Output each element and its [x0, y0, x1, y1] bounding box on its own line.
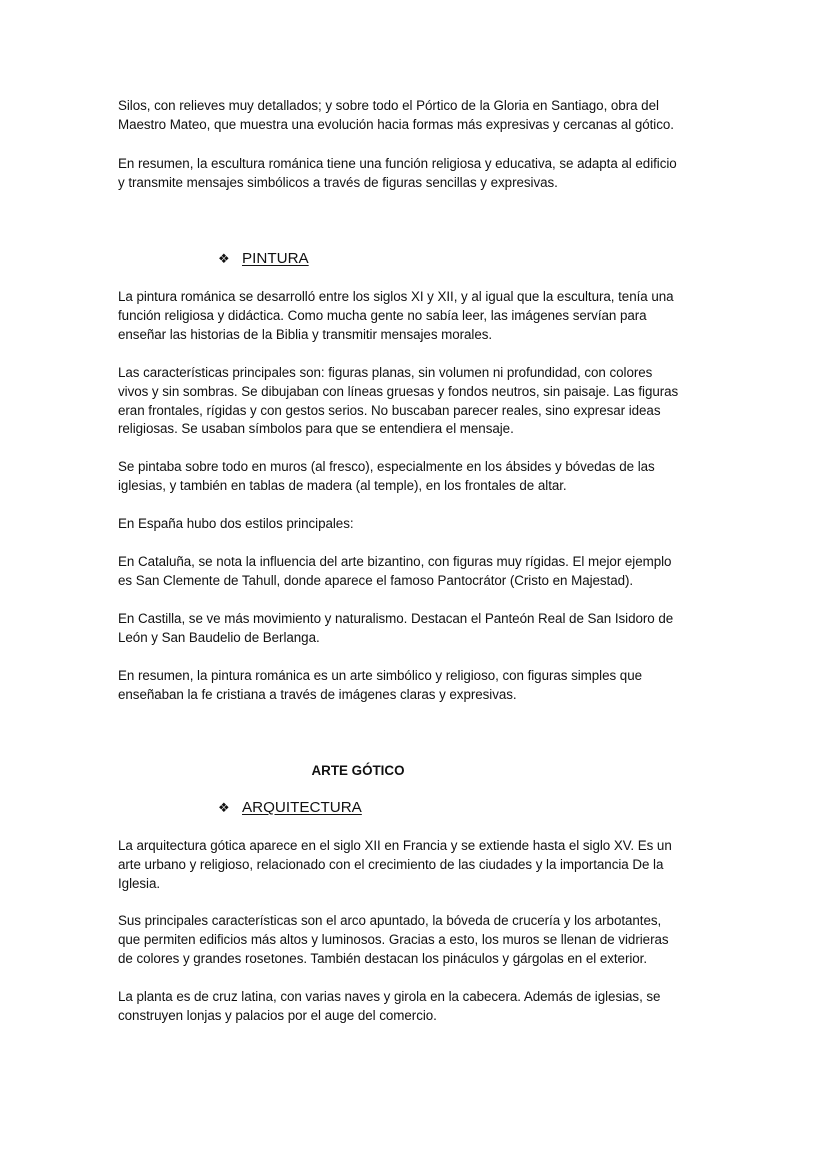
- text-line: En Cataluña, se nota la influencia del arte bizantino, con figuras muy rígidas. El mejor ejemplo: [118, 554, 672, 569]
- text-line: de colores y grandes rosetones. También destacan los pináculos y gárgolas en el exterior.: [118, 950, 648, 966]
- heading-text: ARQUITECTURA: [242, 799, 362, 816]
- heading-text: PINTURA: [242, 250, 309, 267]
- text-line: León y San Baudelio de Berlanga.: [118, 629, 320, 645]
- paragraph-gotico-intro: [118, 837, 708, 893]
- text-line: La pintura románica se desarrolló entre los siglos XI y XII, y al igual que la escultura, tenía una: [118, 289, 674, 304]
- text-line: es San Clemente de Tahull, donde aparece el famoso Pantocrátor (Cristo en Majestad).: [118, 572, 634, 588]
- text-line: y transmite mensajes simbólicos a través de figuras sencillas y expresivas.: [118, 174, 558, 190]
- text-line: Iglesia.: [118, 875, 161, 891]
- text-line: En resumen, la pintura románica es un arte simbólico y religioso, con figuras simples que: [118, 668, 642, 683]
- paragraph-gotico-caracteristicas: [118, 912, 708, 968]
- section-title-arte-gotico: ARTE GÓTICO: [311, 763, 405, 778]
- text-line: En España hubo dos estilos principales:: [118, 516, 354, 531]
- text-line: La planta es de cruz latina, con varias naves y girola en la cabecera. Además de iglesias, se: [118, 989, 661, 1004]
- text-line: religiosas. Se usaban símbolos para que se entendiera el mensaje.: [118, 421, 514, 437]
- paragraph-pintura-intro: [118, 288, 708, 344]
- paragraph-escultura-resumen: [118, 155, 708, 193]
- paragraph-pintura-resumen: [118, 667, 708, 705]
- section-heading-arquitectura: [218, 798, 362, 818]
- text-line: La arquitectura gótica aparece en el siglo XII en Francia y se extiende hasta el siglo XV. Es un: [118, 838, 672, 853]
- text-line: Se pintaba sobre todo en muros (al fresco), especialmente en los ábsides y bóvedas de las: [118, 459, 655, 474]
- diamond-bullet-icon: ❖: [218, 251, 230, 266]
- text-line: construyen lonjas y palacios por el auge del comercio.: [118, 1007, 437, 1023]
- text-line: arte urbano y religioso, relacionado con el crecimiento de las ciudades y la importancia De la: [118, 856, 664, 872]
- text-line: iglesias, y también en tablas de madera (al temple), en los frontales de altar.: [118, 477, 567, 493]
- text-line: En Castilla, se ve más movimiento y naturalismo. Destacan el Panteón Real de San Isidoro de: [118, 611, 674, 626]
- text-line: función religiosa y didáctica. Como mucha gente no sabía leer, las imágenes servían para: [118, 307, 647, 323]
- paragraph-estilos: [118, 515, 708, 534]
- text-line: Las características principales son: figuras planas, sin volumen ni profundidad, con colores: [118, 365, 653, 380]
- text-line: Maestro Mateo, que muestra una evolución hacia formas más expresivas y cercanas al gótico.: [118, 116, 674, 132]
- section-heading-pintura: [218, 249, 309, 269]
- text-line: vivos y sin sombras. Se dibujaban con líneas gruesas y fondos neutros, sin paisaje. Las figuras: [118, 383, 679, 399]
- text-line: Silos, con relieves muy detallados; y sobre todo el Pórtico de la Gloria en Santiago, obra del: [118, 98, 659, 113]
- paragraph-cataluna: [118, 553, 708, 591]
- text-line: que permiten edificios más altos y luminosos. Gracias a esto, los muros se llenan de vidrieras: [118, 931, 669, 947]
- paragraph-gotico-planta: [118, 988, 708, 1026]
- paragraph-pintura-caracteristicas: [118, 364, 708, 439]
- text-line: En resumen, la escultura románica tiene una función religiosa y educativa, se adapta al edificio: [118, 156, 677, 171]
- text-line: eran frontales, rígidas y con gestos serios. No buscaban parecer reales, sino expresar ideas: [118, 402, 661, 418]
- text-line: Sus principales características son el arco apuntado, la bóveda de crucería y los arbotantes,: [118, 913, 662, 928]
- paragraph-pintura-soportes: [118, 458, 708, 496]
- diamond-bullet-icon: ❖: [218, 800, 230, 815]
- paragraph-silos: [118, 97, 708, 135]
- text-line: enseñaban la fe cristiana a través de imágenes claras y expresivas.: [118, 686, 517, 702]
- paragraph-castilla: [118, 610, 708, 648]
- text-line: enseñar las historias de la Biblia y transmitir mensajes morales.: [118, 326, 493, 342]
